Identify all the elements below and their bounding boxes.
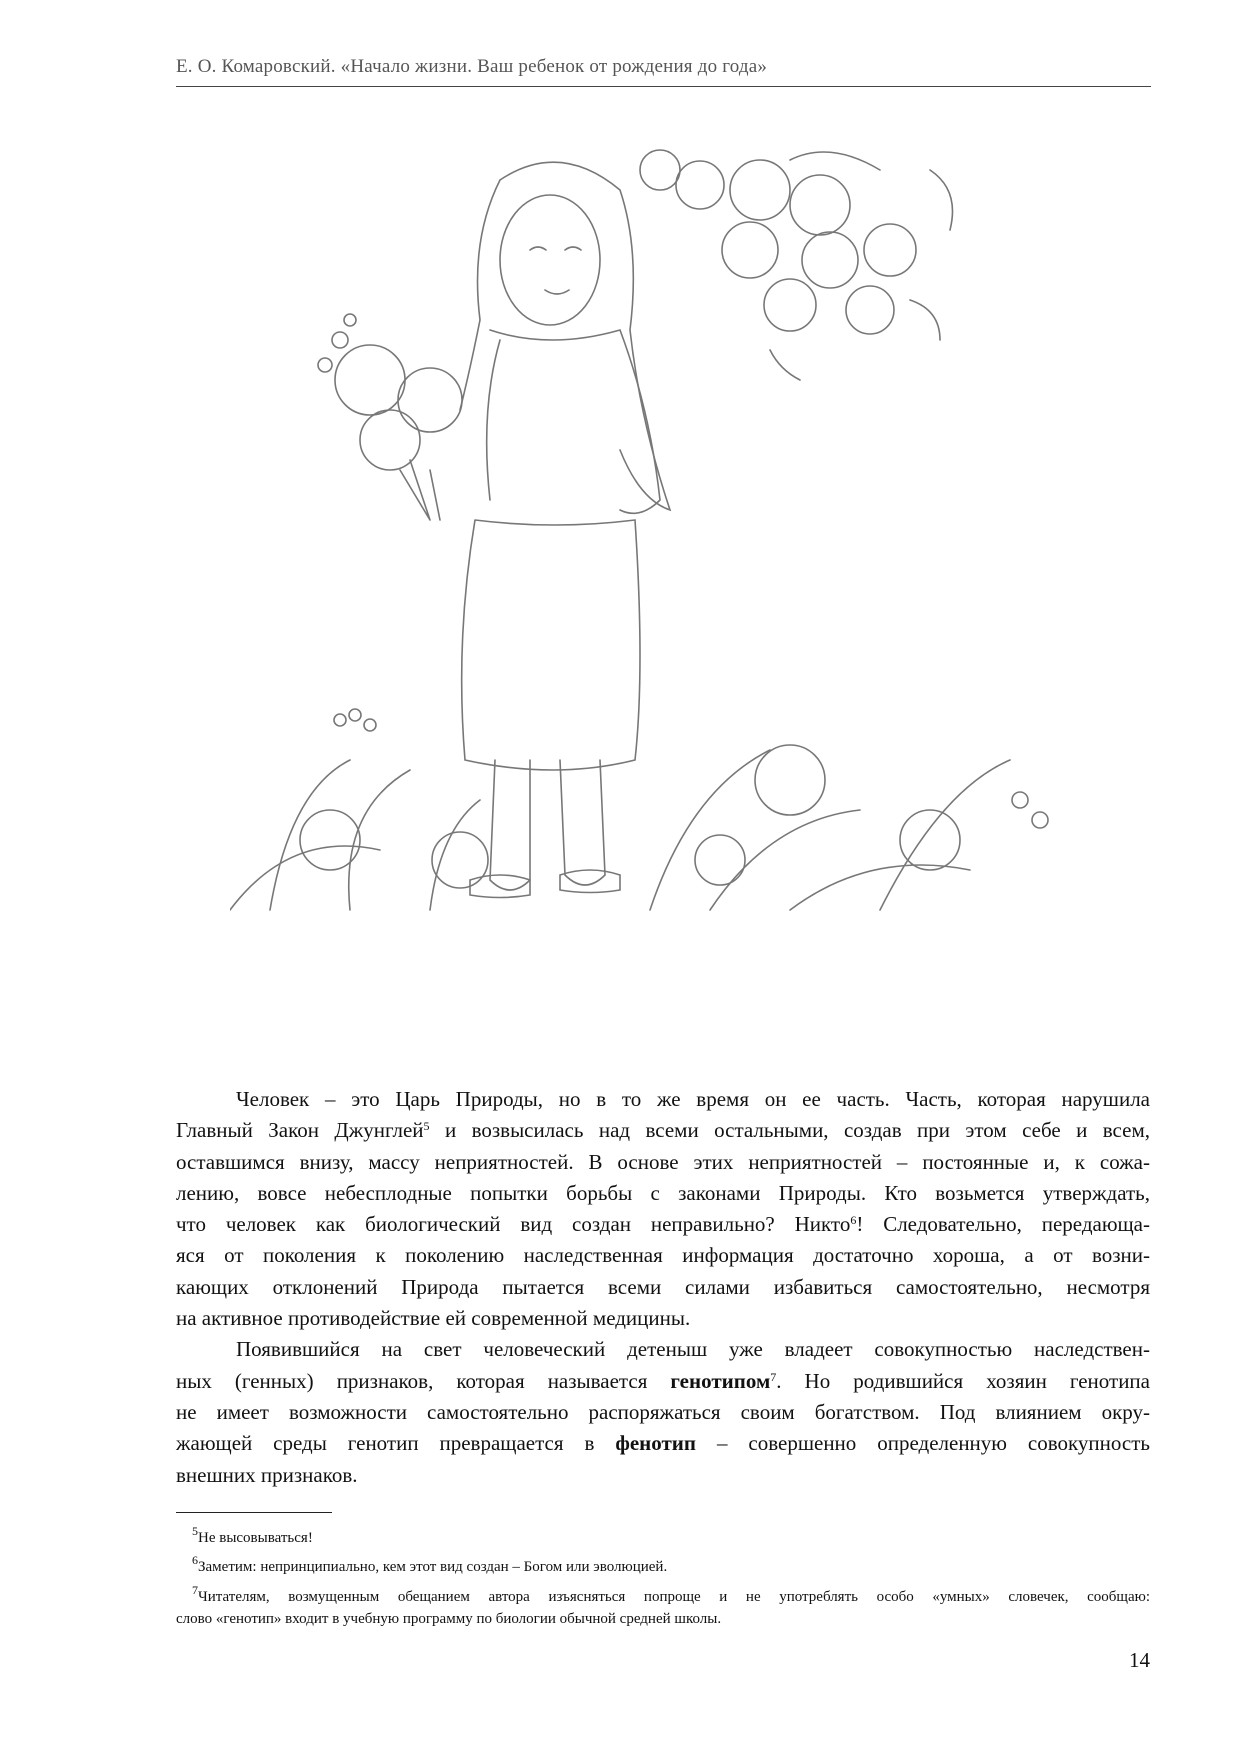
text-segment: . Но родившийся хозяин генотипа [776, 1368, 1150, 1393]
text-segment: Появившийся на свет человеческий детеныш уже владеет совокупностью наследствен- [236, 1337, 1150, 1362]
text-line [176, 1366, 1150, 1397]
text-segment: ных (генных) признаков, которая называется [176, 1368, 671, 1393]
text-line [176, 1178, 1150, 1209]
running-header: Е. О. Комаровский. «Начало жизни. Ваш ребенок от рождения до года» [176, 56, 768, 77]
text-segment: внешних признаков. [176, 1462, 358, 1487]
apple-branch-drawing [640, 150, 953, 380]
footnote-continuation: слово «генотип» входит в учебную программу по биологии обычной средней школы. [176, 1611, 722, 1627]
text-line [176, 1460, 1150, 1491]
text-segment: яся от поколения к поколению наследственная информация достаточно хороша, а от возни- [176, 1243, 1150, 1268]
text-segment: на активное противодействие ей современной медицины. [176, 1306, 691, 1331]
footnote-number: 5 [192, 1524, 198, 1538]
text-segment: не имеет возможности самостоятельно распоряжаться своим богатством. Под влиянием окру- [176, 1399, 1150, 1424]
text-line [176, 1272, 1150, 1303]
footnote-ref: 5 [423, 1119, 430, 1134]
text-line [176, 1084, 1150, 1115]
text-segment: кающих отклонений Природа пытается всеми силами избавиться самостоятельно, несмотря [176, 1274, 1150, 1299]
illustration-girl-with-flowers [230, 140, 1130, 1030]
grass-flowers-drawing [230, 709, 1048, 910]
text-segment: лению, вовсе небесплодные попытки борьбы с законами Природы. Кто возьмется утверждать, [176, 1180, 1150, 1205]
text-segment: жающей среды генотип превращается в [176, 1431, 616, 1456]
body-text [176, 1084, 1150, 1491]
girl-drawing [460, 162, 670, 897]
footnote [176, 1524, 1150, 1553]
page-number: 14 [1129, 1648, 1150, 1672]
text-line [176, 1334, 1150, 1365]
footnote-text: Не высовываться! [198, 1530, 313, 1546]
text-segment: Главный Закон Джунглей [176, 1118, 424, 1143]
footnote-text: Читателям, возмущенным обещанием автора изъясняться попроще и не употреблять особо «умных» словечек, сообщаю: [198, 1589, 1150, 1605]
bouquet-drawing [318, 314, 462, 520]
text-line [176, 1209, 1150, 1240]
footnote-text: Заметим: непринципиально, кем этот вид создан – Богом или эволюцией. [198, 1559, 668, 1575]
text-segment: ! Следовательно, передающа- [856, 1212, 1150, 1237]
text-line [176, 1115, 1150, 1146]
footnote [176, 1553, 1150, 1582]
footnote-divider [176, 1512, 332, 1513]
bold-term: фенотип [615, 1431, 697, 1456]
text-line [176, 1147, 1150, 1178]
footnote-ref: 7 [770, 1369, 777, 1384]
footnotes [176, 1524, 1150, 1630]
text-line [176, 1397, 1150, 1428]
text-segment: оставшимся внизу, массу неприятностей. В основе этих неприятностей – постоянные и, к сожа- [176, 1149, 1150, 1174]
text-line [176, 1303, 1150, 1334]
text-line [176, 1428, 1150, 1459]
text-line [176, 1240, 1150, 1271]
text-segment: что человек как биологический вид создан неправильно? Никто [176, 1212, 851, 1237]
footnote-number: 7 [192, 1583, 198, 1597]
text-segment: Человек – это Царь Природы, но в то же время он ее часть. Часть, которая нарушила [236, 1087, 1150, 1111]
footnote-ref: 6 [850, 1213, 857, 1228]
footnote [176, 1583, 1150, 1608]
bold-term: генотипом [670, 1368, 771, 1393]
text-segment: – совершенно определенную совокупность [696, 1431, 1150, 1456]
footnote-number: 6 [192, 1553, 198, 1567]
text-segment: и возвысилась над всеми остальными, создав при этом себе и всем, [429, 1118, 1150, 1143]
header-divider [176, 86, 1151, 87]
